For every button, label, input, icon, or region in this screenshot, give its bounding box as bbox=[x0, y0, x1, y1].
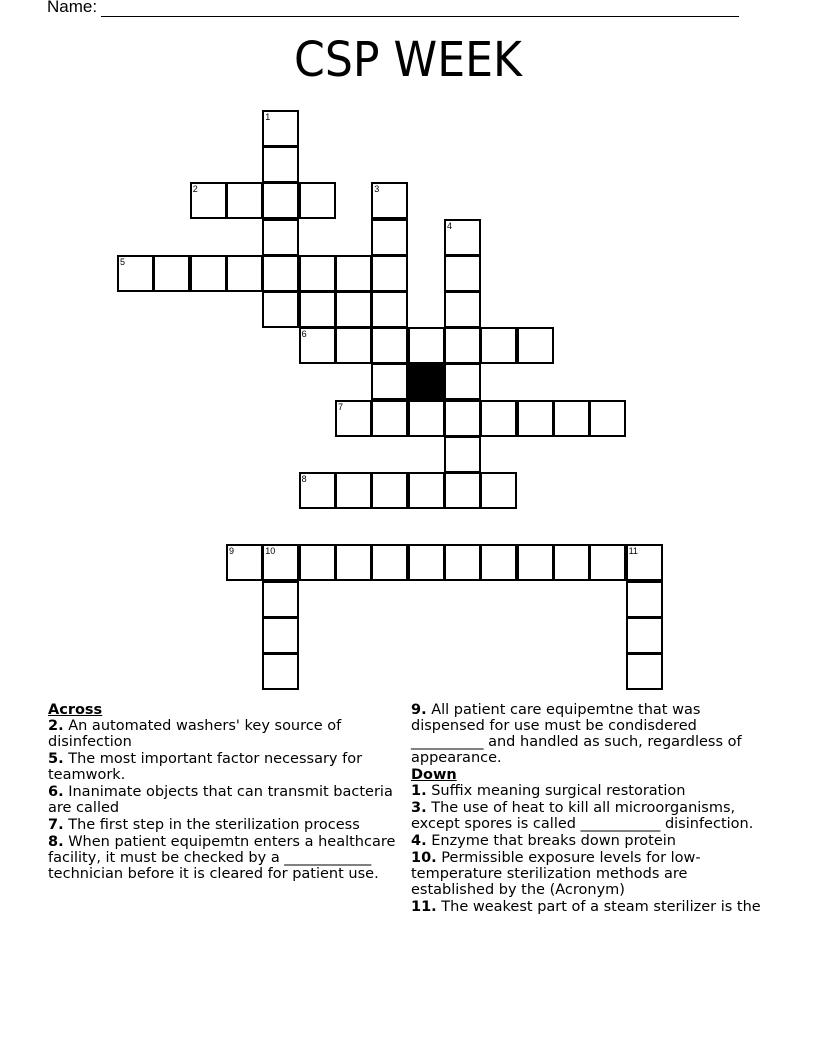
clue-text: Suffix meaning surgical restoration bbox=[431, 783, 686, 799]
grid-cell[interactable] bbox=[262, 219, 299, 256]
clue-number: 3 bbox=[374, 184, 380, 195]
grid-cell[interactable] bbox=[626, 653, 663, 690]
page-title: CSP WEEK bbox=[294, 32, 522, 88]
clue-number-label: 7. bbox=[48, 817, 64, 833]
clue-text: An automated washers' key source of disinfection bbox=[48, 718, 342, 750]
across-clue-list bbox=[48, 718, 404, 882]
grid-cell[interactable] bbox=[262, 291, 299, 328]
grid-cell-3[interactable] bbox=[371, 182, 408, 219]
clue-number: 5 bbox=[120, 256, 126, 267]
grid-cell[interactable] bbox=[371, 327, 408, 364]
black-square bbox=[408, 363, 445, 400]
grid-cell[interactable] bbox=[408, 544, 445, 581]
down-heading: Down bbox=[411, 767, 457, 783]
down-clue bbox=[411, 899, 761, 915]
clue-text: Inanimate objects that can transmit bacteria are called bbox=[48, 784, 393, 816]
clue-number-label: 5. bbox=[48, 751, 64, 767]
grid-cell-5[interactable] bbox=[117, 255, 154, 292]
grid-cell[interactable] bbox=[371, 544, 408, 581]
grid-cell[interactable] bbox=[408, 327, 445, 364]
grid-cell[interactable] bbox=[190, 255, 227, 292]
clue-number-label: 8. bbox=[48, 834, 64, 850]
grid-cell[interactable] bbox=[371, 291, 408, 328]
grid-cell-9[interactable] bbox=[226, 544, 263, 581]
grid-cell-2[interactable] bbox=[190, 182, 227, 219]
grid-cell[interactable] bbox=[444, 291, 481, 328]
clue-text: Permissible exposure levels for low-temperature sterilization methods are established by the (Acronym) bbox=[411, 850, 701, 898]
clue-number: 7 bbox=[338, 401, 344, 412]
clue-number-label: 6. bbox=[48, 784, 64, 800]
clue-number-label: 2. bbox=[48, 718, 64, 734]
grid-cell[interactable] bbox=[480, 327, 517, 364]
clue-text: The most important factor necessary for teamwork. bbox=[48, 751, 363, 783]
clue-number: 4 bbox=[447, 220, 453, 231]
grid-cell[interactable] bbox=[299, 255, 336, 292]
across-heading: Across bbox=[48, 702, 103, 718]
grid-cell[interactable] bbox=[517, 400, 554, 437]
grid-cell[interactable] bbox=[589, 544, 626, 581]
grid-cell[interactable] bbox=[589, 400, 626, 437]
grid-cell[interactable] bbox=[262, 617, 299, 654]
down-clue bbox=[411, 800, 761, 832]
grid-cell[interactable] bbox=[335, 327, 372, 364]
clue-number-label: 10. bbox=[411, 850, 437, 866]
across-clue bbox=[48, 718, 404, 750]
grid-cell[interactable] bbox=[335, 255, 372, 292]
grid-cell[interactable] bbox=[335, 472, 372, 509]
clue-number-label: 4. bbox=[411, 833, 427, 849]
grid-cell[interactable] bbox=[444, 400, 481, 437]
down-clue bbox=[411, 783, 761, 799]
grid-cell-6[interactable] bbox=[299, 327, 336, 364]
grid-cell[interactable] bbox=[262, 182, 299, 219]
grid-cell[interactable] bbox=[262, 581, 299, 618]
grid-cell[interactable] bbox=[299, 182, 336, 219]
clues-right-column bbox=[411, 702, 761, 916]
grid-cell[interactable] bbox=[517, 544, 554, 581]
grid-cell[interactable] bbox=[371, 472, 408, 509]
grid-cell-10[interactable] bbox=[262, 544, 299, 581]
clue-number: 8 bbox=[301, 474, 307, 484]
grid-cell[interactable] bbox=[626, 617, 663, 654]
down-clue bbox=[411, 833, 761, 849]
grid-cell-1[interactable] bbox=[262, 110, 299, 147]
grid-cell-11[interactable] bbox=[626, 544, 663, 581]
clue-text: When patient equipemtn enters a healthcare facility, it must be checked by a ____________ technician before it is cleared for patient use. bbox=[48, 834, 396, 882]
grid-cell[interactable] bbox=[480, 544, 517, 581]
grid-cell[interactable] bbox=[371, 400, 408, 437]
grid-cell[interactable] bbox=[335, 291, 372, 328]
clue-text: Enzyme that breaks down protein bbox=[431, 833, 676, 849]
grid-cell-7[interactable] bbox=[335, 400, 372, 437]
clue-number-label: 3. bbox=[411, 800, 427, 816]
grid-cell[interactable] bbox=[444, 436, 481, 473]
across-clue bbox=[48, 817, 404, 833]
grid-cell[interactable] bbox=[444, 255, 481, 292]
name-label: Name: bbox=[47, 0, 98, 16]
grid-cell[interactable] bbox=[626, 581, 663, 618]
across-clue bbox=[411, 702, 761, 766]
clue-text: All patient care equipemtne that was dispensed for use must be condisdered __________ and handled as such, regardless of appearance. bbox=[411, 702, 742, 766]
grid-cell[interactable] bbox=[153, 255, 190, 292]
across-clue bbox=[48, 784, 404, 816]
clue-number: 2 bbox=[192, 184, 198, 195]
grid-cell[interactable] bbox=[226, 255, 263, 292]
across-clue bbox=[48, 834, 404, 882]
grid-cell[interactable] bbox=[371, 219, 408, 256]
clue-number: 1 bbox=[265, 112, 271, 122]
across-clue bbox=[48, 751, 404, 783]
clue-text: The weakest part of a steam sterilizer is the bbox=[441, 899, 761, 915]
grid-cell[interactable] bbox=[262, 653, 299, 690]
grid-cell[interactable] bbox=[262, 146, 299, 183]
across-clue-list-continued bbox=[411, 702, 761, 766]
clue-text: The first step in the sterilization process bbox=[68, 817, 360, 833]
clue-number: 11 bbox=[628, 546, 638, 557]
clues-left-column bbox=[48, 702, 404, 883]
clue-number: 9 bbox=[229, 546, 235, 557]
grid-cell[interactable] bbox=[444, 363, 481, 400]
grid-cell[interactable] bbox=[408, 400, 445, 437]
clue-number: 10 bbox=[265, 546, 276, 557]
grid-cell-8[interactable] bbox=[299, 472, 336, 509]
grid-cell[interactable] bbox=[444, 544, 481, 581]
grid-cell[interactable] bbox=[480, 472, 517, 509]
grid-cell[interactable] bbox=[262, 255, 299, 292]
grid-cell-4[interactable] bbox=[444, 219, 481, 256]
grid-cell[interactable] bbox=[444, 327, 481, 364]
clue-number-label: 1. bbox=[411, 783, 427, 799]
grid-cell[interactable] bbox=[299, 291, 336, 328]
grid-cell[interactable] bbox=[371, 255, 408, 292]
grid-cell[interactable] bbox=[553, 400, 590, 437]
grid-cell[interactable] bbox=[480, 400, 517, 437]
grid-cell[interactable] bbox=[335, 544, 372, 581]
clue-number-label: 11. bbox=[411, 899, 437, 915]
grid-cell[interactable] bbox=[444, 472, 481, 509]
grid-cell[interactable] bbox=[553, 544, 590, 581]
clue-number-label: 9. bbox=[411, 702, 427, 718]
down-clue bbox=[411, 850, 761, 898]
down-clue-list bbox=[411, 783, 761, 915]
grid-cell[interactable] bbox=[517, 327, 554, 364]
clue-number: 6 bbox=[301, 329, 307, 340]
grid-cell[interactable] bbox=[408, 472, 445, 509]
clue-text: The use of heat to kill all microorganisms, except spores is called ___________ disinfection. bbox=[411, 800, 754, 832]
grid-cell[interactable] bbox=[371, 363, 408, 400]
grid-cell[interactable] bbox=[226, 182, 263, 219]
grid-cell[interactable] bbox=[299, 544, 336, 581]
